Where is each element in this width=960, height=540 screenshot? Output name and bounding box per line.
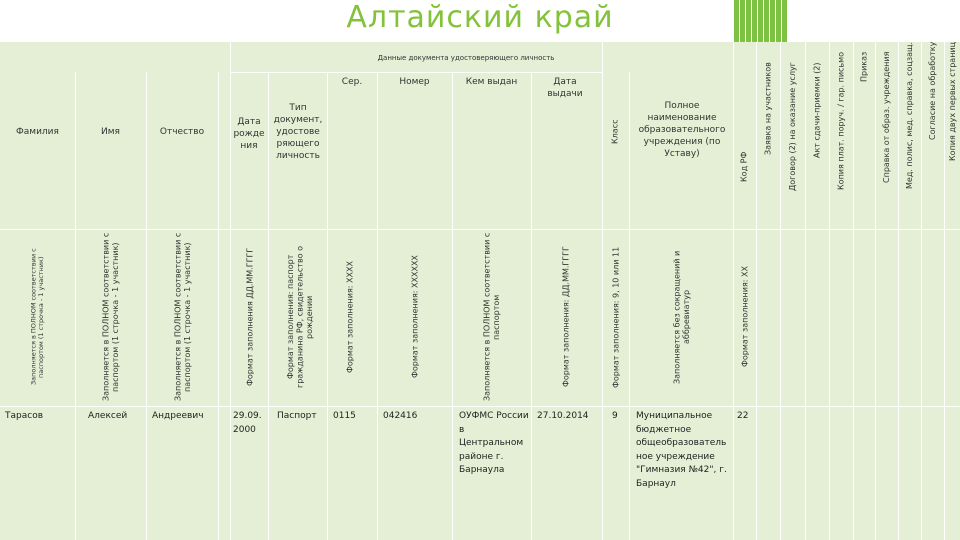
accent-stripes	[734, 0, 960, 42]
header-study-cert: Справка от образ. учреждения	[881, 52, 891, 184]
header-contract: Договор (2) на оказание услуг	[787, 62, 797, 191]
header-issue-date: Дата выдачи	[547, 77, 583, 99]
cell-surname[interactable]: Тарасов	[5, 411, 43, 421]
header-issued-by: Кем выдан	[465, 77, 518, 87]
cell-patronymic[interactable]: Андреевич	[152, 411, 204, 421]
header-class: Класс	[610, 119, 620, 145]
cell-consent[interactable]	[922, 407, 943, 539]
format-series: Формат заполнения: XXXX	[345, 261, 355, 373]
cell-medical[interactable]	[899, 407, 920, 539]
header-app-form: Заявка на участников	[763, 62, 773, 155]
header-doc-type: Тип документ, удостове ряющего личность	[273, 103, 323, 161]
header-school: Полное наименование образовательного учреждения (по Уставу)	[638, 101, 726, 159]
cell-app-form[interactable]	[757, 407, 779, 539]
format-surname: Заполняется в ПОЛНОМ соответствии с паспортом (1 строчка - 1 участник)	[29, 248, 45, 386]
participant-table	[0, 42, 960, 540]
format-issued-by: Заполняется в ПОЛНОМ соответствии с паспортом	[482, 232, 501, 402]
cell-issue-date[interactable]: 27.10.2014	[537, 411, 589, 421]
header-surname: Фамилия	[16, 127, 59, 137]
cell-plat-copy[interactable]	[830, 407, 852, 539]
cell-series[interactable]: 0115	[333, 411, 356, 421]
cell-region-code[interactable]: 22	[737, 411, 749, 421]
format-school: Заполняется без сокращений и аббревиатур	[672, 250, 691, 384]
header-series: Сер.	[341, 77, 363, 87]
cell-acceptance-act[interactable]	[806, 407, 828, 539]
format-name: Заполняется в ПОЛНОМ соответствии с паспортом (1 строчка - 1 участник)	[101, 232, 120, 402]
format-region-code: Формат заполнения: XX	[740, 266, 750, 368]
header-medical: Мед. полис, мед. справка, соцзащ.	[904, 42, 914, 190]
format-patronymic: Заполняется в ПОЛНОМ соответствии с паспортом (1 строчка - 1 участник)	[173, 232, 192, 402]
header-region-code: Код РФ	[739, 152, 749, 183]
header-plat-copy: Копия плат. поруч. / гар. письмо	[836, 52, 846, 191]
header-number: Номер	[399, 77, 430, 87]
header-name: Имя	[101, 127, 120, 137]
format-doc-type: Формат заполнения: паспорт гражданина РФ, свидетельство о рождении	[285, 246, 314, 389]
page-title: Алтайский край	[346, 0, 614, 35]
header-order: Приказ	[859, 52, 869, 83]
header-consent: Согласие на обработку	[927, 42, 937, 141]
format-birth-date: Формат заполнения ДД.ММ.ГГГГ	[245, 247, 255, 387]
cell-number[interactable]: 042416	[383, 411, 418, 421]
cell-school[interactable]: Муниципальное бюджетное общеобразователь ное учреждение "Гимназия №42", г. Барнаул	[636, 411, 727, 489]
header-birth-date: Дата рожде ния	[233, 117, 265, 151]
cell-contract[interactable]	[781, 407, 804, 539]
header-doc-group: Данные документа удостоверяющего личность	[377, 54, 555, 62]
cell-name[interactable]: Алексей	[88, 411, 128, 421]
cell-class[interactable]: 9	[612, 411, 618, 421]
header-patronymic: Отчество	[159, 127, 205, 137]
cell-study-cert[interactable]	[876, 407, 897, 539]
header-passport-copy: Копия двух первых страниц	[947, 42, 957, 162]
format-number: Формат заполнения: XXXXXX	[410, 255, 420, 379]
format-class: Формат заполнения: 9, 10 или 11	[611, 246, 621, 388]
cell-doc-type[interactable]: Паспорт	[277, 411, 317, 421]
cell-order[interactable]	[854, 407, 874, 539]
cell-passport-copy[interactable]	[945, 407, 960, 539]
header-acceptance-act: Акт сдачи-приемки (2)	[812, 62, 822, 158]
format-issue-date: Формат заполнения: ДД.ММ.ГГГГ	[561, 246, 571, 388]
cell-issued-by[interactable]: ОУФМС России в Центральном районе г. Барнаула	[459, 411, 529, 475]
cell-birth-date[interactable]: 29.09. 2000	[233, 411, 262, 435]
